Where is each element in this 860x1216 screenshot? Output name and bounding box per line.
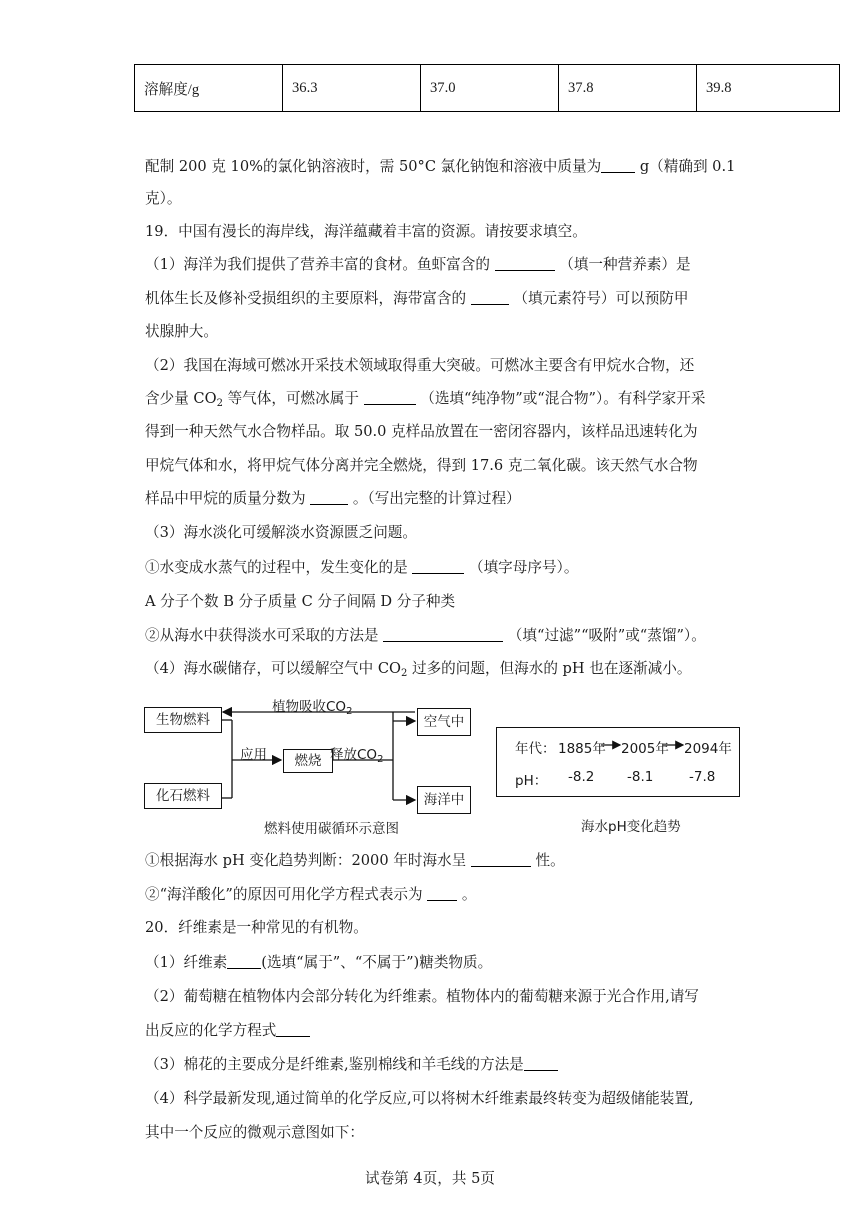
- q19-p2-line5: 样品中甲烷的质量分数为 。（写出完整的计算过程）: [145, 490, 521, 507]
- table-cell: 37.8: [559, 65, 697, 112]
- ph-label: pH：: [515, 773, 548, 789]
- diagram-caption: 燃料使用碳循环示意图: [264, 821, 399, 837]
- ph-1885: -8.2: [568, 769, 595, 785]
- q19-p2-line2: 含少量 $CO_2$ 等气体，可燃冰属于 （选填“纯净物”或“混合物”）。有科学家开采: [145, 390, 706, 409]
- solubility-table: [134, 64, 840, 112]
- q20-p1: （1）纤维素 (选填“属于”、“不属于”)糖类物质。: [145, 954, 493, 971]
- trend-arrows: [600, 738, 690, 752]
- q19-p3-sub2: ②从海水中获得淡水可采取的方法是 （填“过滤”“吸附”或“蒸馏”）。: [145, 627, 706, 644]
- year-1885: 1885年: [558, 741, 606, 757]
- bio-fuel-box: 生物燃料: [144, 707, 222, 733]
- q19-p3: （3）海水淡化可缓解淡水资源匮乏问题。: [145, 524, 417, 541]
- fossil-fuel-box: 化石燃料: [144, 783, 222, 809]
- answer-blank[interactable]: [427, 886, 457, 901]
- q19-p4: （4）海水碳储存，可以缓解空气中 $CO_2$ 过多的问题，但海水的 pH 也在逐渐减小。: [145, 660, 692, 679]
- q20-p3: （3）棉花的主要成分是纤维素,鉴别棉线和羊毛线的方法是: [145, 1055, 558, 1075]
- answer-blank[interactable]: [471, 852, 531, 867]
- answer-blank[interactable]: [471, 290, 509, 305]
- q19-p3-sub1: ①水变成水蒸气的过程中，发生变化的是 （填字母序号）。: [145, 559, 579, 576]
- ph-trend-caption: 海水pH变化趋势: [581, 819, 681, 835]
- q19-p1-line3: 状腺肿大。: [145, 323, 218, 340]
- apply-label: 应用: [240, 747, 267, 763]
- burn-box: 燃烧: [283, 749, 333, 773]
- q20-p2-line1: （2）葡萄糖在植物体内会部分转化为纤维素。植物体内的葡萄糖来源于光合作用,请写: [145, 988, 699, 1005]
- year-label: 年代：: [515, 741, 556, 757]
- q19-p2-line3: 得到一种天然气水合物样品。取 50.0 克样品放置在一密闭容器内，该样品迅速转化为: [145, 423, 698, 440]
- q18-text-line1: 配制 200 克 10%的氯化钠溶液时，需 50°C 氯化钠饱和溶液中质量为 g（精确到 0.1: [145, 158, 736, 175]
- table-cell: 37.0: [421, 65, 559, 112]
- answer-blank[interactable]: [524, 1056, 558, 1071]
- q20-p4-line2: 其中一个反应的微观示意图如下：: [145, 1124, 364, 1141]
- ph-2005: -8.1: [627, 769, 654, 785]
- answer-blank[interactable]: [383, 627, 503, 642]
- q20-stem: 20．纤维素是一种常见的有机物。: [145, 919, 368, 936]
- air-box: 空气中: [417, 708, 471, 736]
- answer-blank[interactable]: [276, 1022, 310, 1037]
- ocean-box: 海洋中: [417, 786, 471, 814]
- q19-stem: 19．中国有漫长的海岸线，海洋蕴藏着丰富的资源。请按要求填空。: [145, 223, 587, 240]
- answer-blank[interactable]: [601, 158, 635, 173]
- answer-blank[interactable]: [412, 559, 464, 574]
- absorb-co2-label: 植物吸收$CO_2$: [272, 699, 353, 717]
- answer-blank[interactable]: [310, 490, 348, 505]
- row-label: 溶解度/g: [135, 65, 283, 112]
- q20-p2-line2: 出反应的化学方程式: [145, 1021, 310, 1041]
- q19-p1-line1: （1）海洋为我们提供了营养丰富的食材。鱼虾富含的 （填一种营养素）是: [145, 256, 691, 273]
- table-row: [135, 65, 840, 112]
- table-cell: 39.8: [697, 65, 840, 112]
- answer-blank[interactable]: [495, 256, 555, 271]
- page-footer: 试卷第 4页，共 5页: [364, 1170, 495, 1187]
- year-2094: 2094年: [684, 741, 732, 757]
- table-cell: 36.3: [283, 65, 421, 112]
- ph-2094: -7.8: [689, 769, 716, 785]
- q18-text-line2: 克）。: [145, 190, 182, 207]
- year-2005: 2005年: [621, 741, 669, 757]
- q19-p2-line1: （2）我国在海域可燃冰开采技术领域取得重大突破。可燃冰主要含有甲烷水合物，还: [145, 357, 695, 374]
- q20-p4-line1: （4）科学最新发现,通过简单的化学反应,可以将树木纤维素最终转变为超级储能装置,: [145, 1090, 694, 1107]
- q19-p4-sub1: ①根据海水 pH 变化趋势判断：2000 年时海水呈 性。: [145, 852, 565, 869]
- q19-p4-sub2: ②“海洋酸化”的原因可用化学方程式表示为 。: [145, 886, 477, 903]
- q19-p2-line4: 甲烷气体和水，将甲烷气体分离并完全燃烧，得到 17.6 克二氧化碳。该天然气水合物: [145, 457, 698, 474]
- q19-p1-line2: 机体生长及修补受损组织的主要原料，海带富含的 （填元素符号）可以预防甲: [145, 290, 689, 307]
- release-co2-label: 释放$CO_2$: [330, 747, 384, 765]
- answer-blank[interactable]: [227, 954, 261, 969]
- q19-p3-options: A 分子个数 B 分子质量 C 分子间隔 D 分子种类: [145, 593, 456, 610]
- answer-blank[interactable]: [364, 390, 416, 405]
